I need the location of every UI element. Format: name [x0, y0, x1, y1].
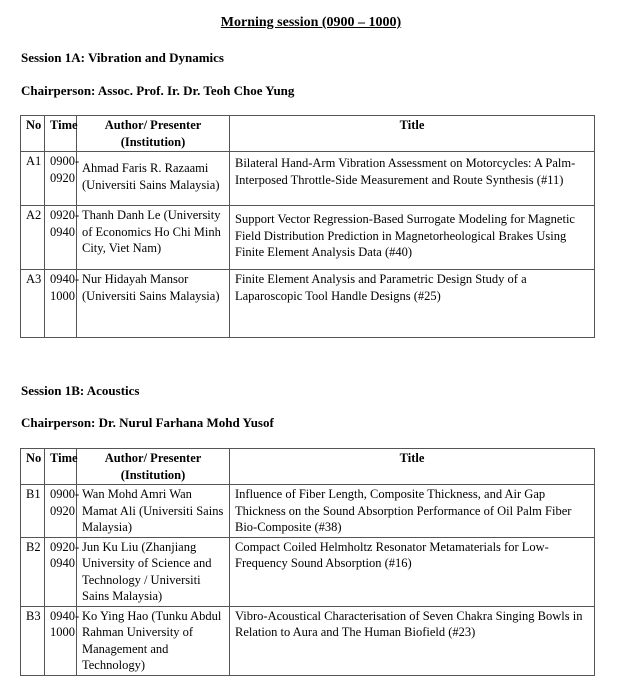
cell-title: Support Vector Regression-Based Surrogate Modeling for Magnetic Field Distribution Prediction in Magnetorheological Brakes Using Finite Element Analysis Data (#40)	[230, 206, 595, 270]
cell-time	[45, 206, 80, 270]
time-start: 0920-	[50, 208, 80, 222]
time-end: 0920	[50, 170, 75, 185]
cell-no: B2	[21, 537, 45, 606]
page-title: Morning session (0900 – 1000)	[220, 15, 402, 30]
cell-title: Vibro-Acoustical Characterisation of Seven Chakra Singing Bowls in Relation to Aura and The Human Biofield (#23)	[230, 606, 595, 675]
header-author-line1: Author/ Presenter	[104, 118, 202, 132]
header-time: Time	[45, 449, 77, 485]
session-1b-heading: Session 1B: Acoustics	[21, 383, 140, 398]
cell-title: Influence of Fiber Length, Composite Thickness, and Air Gap Thickness on the Sound Absorption Performance of Oil Palm Fiber Bio-Composite (#38)	[230, 485, 595, 538]
header-time: Time	[45, 116, 77, 152]
time-start: 0940-	[50, 272, 80, 286]
cell-author: Ahmad Faris R. Razaami (Universiti Sains Malaysia)	[77, 152, 230, 206]
table-header-row	[21, 116, 595, 152]
table-row	[21, 206, 595, 270]
time-end: 0940	[50, 556, 75, 570]
table-row	[21, 606, 595, 675]
header-title: Title	[230, 449, 595, 485]
time-end: 0940	[50, 224, 75, 239]
time-start: 0900-	[50, 154, 80, 168]
header-author-line2: (Institution)	[120, 134, 186, 149]
cell-author: Ko Ying Hao (Tunku Abdul Rahman University of Management and Technology)	[77, 606, 230, 675]
cell-author: Wan Mohd Amri Wan Mamat Ali (Universiti Sains Malaysia)	[77, 485, 230, 538]
header-author-line1: Author/ Presenter	[104, 451, 202, 465]
cell-time	[45, 270, 80, 338]
header-author-line2: (Institution)	[120, 467, 186, 482]
table-row	[21, 485, 595, 538]
cell-time	[45, 606, 80, 675]
cell-time	[45, 537, 80, 606]
time-start: 0940-	[50, 608, 80, 623]
time-end: 0920	[50, 503, 75, 518]
time-end: 1000	[50, 625, 75, 639]
header-no: No	[21, 116, 45, 152]
cell-no: A3	[21, 270, 45, 338]
table-header-row	[21, 449, 595, 485]
cell-time	[45, 152, 80, 206]
session-1a-table	[20, 115, 595, 338]
cell-title: Bilateral Hand-Arm Vibration Assessment on Motorcycles: A Palm-Interposed Throttle-Side Measurement and Route Synthesis (#11)	[230, 152, 595, 206]
header-no: No	[21, 449, 45, 485]
cell-author: Jun Ku Liu (Zhanjiang University of Science and Technology / Universiti Sains Malaysia)	[77, 537, 230, 606]
time-start: 0920-	[50, 539, 80, 554]
header-title: Title	[230, 116, 595, 152]
cell-no: B3	[21, 606, 45, 675]
session-1b-chairperson: Chairperson: Dr. Nurul Farhana Mohd Yusof	[21, 415, 274, 430]
cell-title: Finite Element Analysis and Parametric Design Study of a Laparoscopic Tool Handle Designs (#25)	[230, 270, 595, 338]
cell-author: Nur Hidayah Mansor (Universiti Sains Malaysia)	[77, 270, 230, 338]
header-author	[77, 116, 230, 152]
session-1a-heading: Session 1A: Vibration and Dynamics	[21, 50, 224, 65]
cell-no: A1	[21, 152, 45, 206]
header-author	[77, 449, 230, 485]
cell-time	[45, 485, 80, 538]
table-row	[21, 270, 595, 338]
cell-no: A2	[21, 206, 45, 270]
cell-author: Thanh Danh Le (University of Economics Ho Chi Minh City, Viet Nam)	[77, 206, 230, 270]
session-1b-table	[20, 448, 595, 676]
table-row	[21, 152, 595, 206]
time-end: 1000	[50, 288, 75, 303]
table-row	[21, 537, 595, 606]
cell-no: B1	[21, 485, 45, 538]
cell-title: Compact Coiled Helmholtz Resonator Metamaterials for Low-Frequency Sound Absorption (#16)	[230, 537, 595, 606]
time-start: 0900-	[50, 487, 80, 501]
session-1a-chairperson: Chairperson: Assoc. Prof. Ir. Dr. Teoh Choe Yung	[21, 83, 295, 98]
